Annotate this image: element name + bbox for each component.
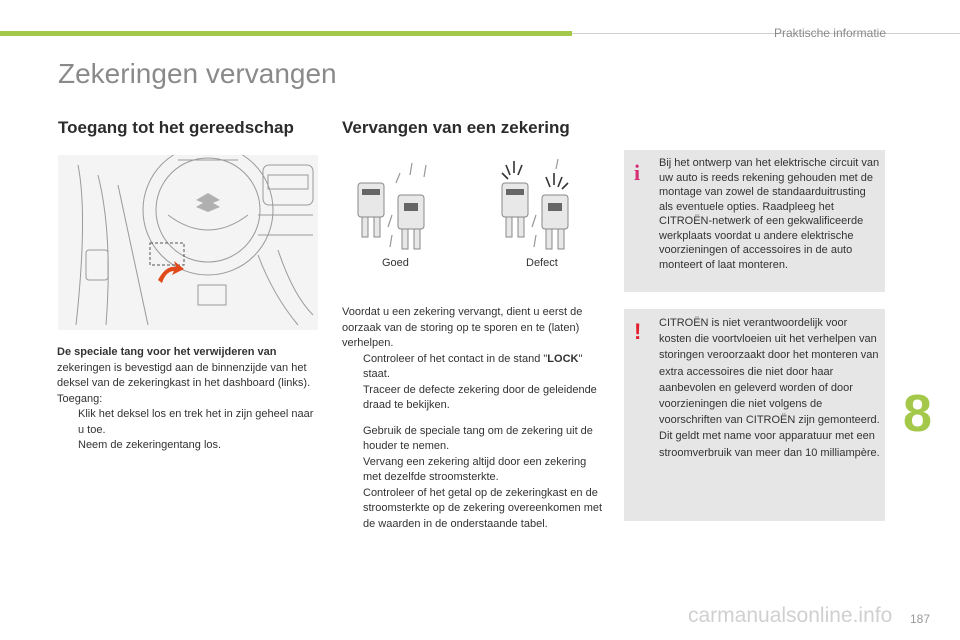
warning-box [624,309,885,521]
header-divider [572,33,960,34]
watermark: carmanualsonline.info [688,604,893,627]
access-label: Toegang: [57,392,103,405]
page-title: Zekeringen vervangen [58,58,337,89]
tool-location-bold: De speciale tang voor het verwijderen van [57,346,277,358]
middle-column-text [342,305,604,532]
header-accent-bar [0,31,572,36]
intro-text: Voordat u een zekering vervangt, dient u eerst de oorzaak van de storing op te sporen en te (laten) verhelpen. [342,306,583,349]
warning-box-text: CITROËN is niet verantwoordelijk voor kosten die voortvloeien uit het verhelpen van storingen veroorzaakt door het monteren van extra accessoires die niet door haar aanbevolen en geleverd worden of door voorzieningen die niet volgens de voorschriften van CITROËN zijn gemonteerd. Dit geldt met name voor apparatuur met een stroomverbruik van meer dan 10 milliampère. [659,317,880,459]
heading-tool-access: Toegang tot het gereedschap [58,118,294,137]
list-item: Gebruik de speciale tang om de zekering uit de houder te nemen. [363,424,593,452]
page-number: 187 [909,612,930,626]
warning-icon: ! [634,319,642,344]
left-column-text [57,345,319,454]
list-item: Neem de zekeringentang los. [78,439,222,451]
lock-label: LOCK [547,352,579,365]
caption-good: Goed [382,257,409,269]
fuse-defect-illustration [496,155,576,255]
chapter-number: 8 [903,385,932,443]
heading-replace-fuse: Vervangen van een zekering [342,118,570,137]
tool-location-text: zekeringen is bevestigd aan de binnenzijde van het deksel van de zekeringkast in het dashboard (links). [57,361,311,389]
section-label: Praktische informatie [773,26,886,40]
list-item: Vervang een zekering altijd door een zekering met dezelfde stroomsterkte. [363,455,587,483]
list-item: Controleer of het getal op de zekeringkast en de stroomsterkte op de zekering overeenkomen met de waarden in de onderstaande tabel. [363,486,603,530]
info-icon: i [634,160,641,185]
info-box [624,150,885,292]
dashboard-illustration [58,155,318,330]
info-box-text: Bij het ontwerp van het elektrische circuit van uw auto is reeds rekening gehouden met de montage van zowel de standaarduitrusting als eventuele opties. Raadpleeg het CITROËN-netwerk of een gekwalificeerde werkplaats voordat u andere elektrische voorzieningen of accessoires in de auto monteert of laat monteren. [659,157,880,271]
fuse-good-illustration [352,155,432,255]
caption-defect: Defect [526,257,558,269]
list-item: Traceer de defecte zekering door de geleidende draad te bekijken. [363,383,597,411]
list-item: Controleer of het contact in de stand "LOCK" staat. [363,352,583,380]
list-item: Klik het deksel los en trek het in zijn geheel naar u toe. [78,408,314,436]
